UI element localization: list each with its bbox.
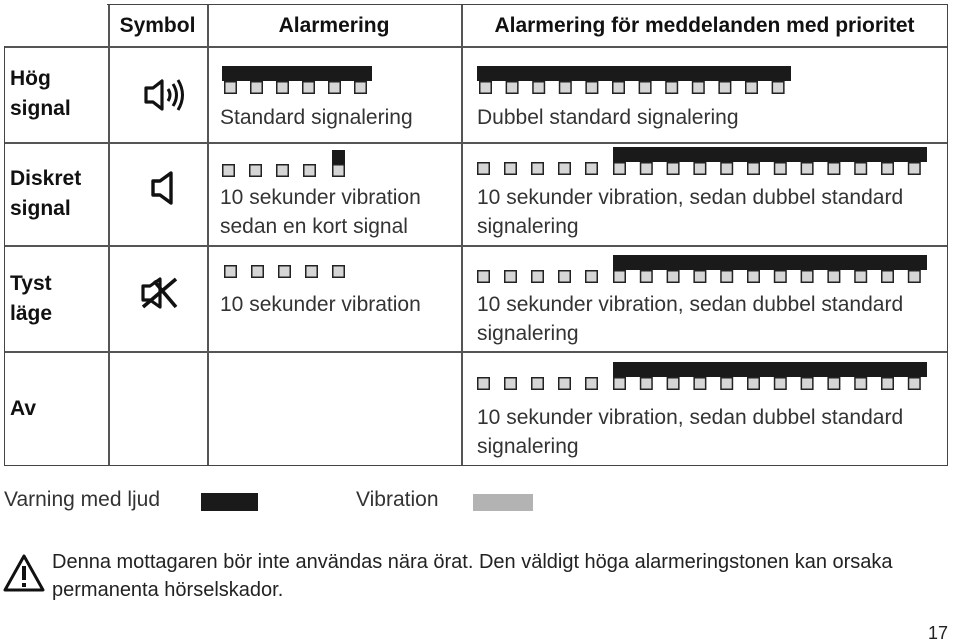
legend-vibration-label: Vibration [356,488,439,511]
legend-sound-label: Varning med ljud [4,488,161,511]
vibration-square [478,271,490,283]
vibration-square [666,82,678,94]
vibration-square [250,165,262,177]
speaker-loud-icon [144,78,188,117]
priority-text-discreet: 10 sekunder vibration, sedan dubbel standard signalering [477,186,904,238]
row-divider [5,46,947,48]
vibration-square [333,266,345,278]
vibration-square [721,378,733,390]
sound-bar [222,66,372,81]
vibration-square [748,163,760,175]
vibration-square [721,163,733,175]
vibration-square [828,163,840,175]
vibration-square [614,271,626,283]
priority-text-high: Dubbel standard signalering [477,106,739,129]
vibration-square [279,266,291,278]
vibration-square [506,82,517,94]
vibration-square [855,378,867,390]
vibration-square [719,82,731,94]
speaker-muted-icon [140,276,178,315]
vibration-square [586,82,598,94]
vibration-square [532,163,544,175]
vibration-square [694,378,706,390]
header-priority: Alarmering för meddelanden med prioritet [494,14,915,37]
vibration-square [223,165,235,177]
vibration-square [641,163,653,175]
vibration-square [225,82,237,94]
row-divider [5,351,947,353]
vibration-square [667,163,679,175]
vibration-square [586,271,598,283]
vibration-square [882,271,894,283]
sound-bar [613,147,927,162]
pattern-discreet-standard [222,150,352,182]
alarm-text-discreet: 10 sekunder vibration sedan en kort signal [220,186,421,238]
header-alarm: Alarmering [278,14,390,37]
vibration-square [882,163,894,175]
warning-triangle-icon [2,553,46,598]
speaker-quiet-icon [151,171,177,210]
vibration-square [478,378,490,390]
vibration-square [505,163,517,175]
vibration-square [909,378,921,390]
vibration-square [613,82,625,94]
vibration-square [694,271,706,283]
vibration-square [775,378,787,390]
vibration-square [559,378,571,390]
vibration-square [225,266,237,278]
vibration-square [746,82,758,94]
page-number: 17 [927,623,948,643]
vibration-square [882,378,894,390]
vibration-square [505,271,517,283]
vibration-square [772,82,784,94]
vibration-square [614,378,626,390]
vibration-square [641,271,653,283]
vibration-square [667,271,679,283]
vibration-square [329,82,341,94]
vibration-square [828,271,840,283]
row-label-discreet: Diskret signal [10,167,82,220]
pattern-silent-priority [477,255,929,287]
row-label-off: Av [10,397,37,420]
vibration-square [855,163,867,175]
vibration-square [533,82,545,94]
vibration-square [586,378,598,390]
priority-text-silent: 10 sekunder vibration, sedan dubbel standard signalering [477,293,904,345]
vibration-square [694,163,706,175]
row-divider [5,245,947,247]
column-divider [461,5,463,465]
row-label-high: Hög signal [10,67,71,120]
row-label-silent: Tyst läge [10,272,53,325]
pattern-silent-standard [224,265,354,281]
header-symbol: Symbol [119,14,196,37]
vibration-square [333,165,345,177]
vibration-square [667,378,679,390]
vibration-square [641,378,653,390]
vibration-square [775,163,787,175]
vibration-square [801,163,813,175]
vibration-square [251,82,263,94]
alarm-text-high: Standard signalering [220,106,413,129]
vibration-square [277,82,289,94]
vibration-square [303,82,315,94]
vibration-square [639,82,651,94]
vibration-square [560,82,572,94]
vibration-square [828,378,840,390]
vibration-square [532,378,544,390]
vibration-square [559,271,571,283]
vibration-square [478,163,490,175]
vibration-square [586,163,598,175]
pattern-off-priority [477,362,929,394]
priority-text-off: 10 sekunder vibration, sedan dubbel standard signalering [477,406,904,458]
vibration-square [748,271,760,283]
vibration-square [693,82,705,94]
vibration-square [505,378,517,390]
vibration-square [909,163,921,175]
vibration-square [277,165,289,177]
sound-bar [613,362,927,377]
vibration-square [721,271,733,283]
alarm-text-silent: 10 sekunder vibration [220,293,421,316]
sound-bar [477,66,791,81]
empty-corner-cell [5,5,108,46]
vibration-square [532,271,544,283]
vibration-square [304,165,316,177]
vibration-square [748,378,760,390]
vibration-square [909,271,921,283]
vibration-square [355,82,367,94]
vibration-square [801,271,813,283]
pattern-high-standard [222,66,374,98]
sound-bar [332,150,345,164]
vibration-square [801,378,813,390]
pattern-high-double [477,66,793,98]
vibration-square [480,82,492,94]
vibration-square [306,266,318,278]
legend-sound-swatch [201,493,258,511]
row-divider [5,142,947,144]
vibration-square [559,163,571,175]
column-divider [207,5,209,465]
pattern-discreet-priority [477,147,929,179]
vibration-square [614,163,626,175]
vibration-square [855,271,867,283]
warning-text: Denna mottagaren bör inte användas nära örat. Den väldigt höga alarmeringstonen kan orsaka permanenta hörselskador. [52,551,893,601]
vibration-square [775,271,787,283]
vibration-square [252,266,264,278]
legend-vibration-swatch [473,494,533,511]
sound-bar [613,255,927,270]
column-divider [108,5,110,465]
